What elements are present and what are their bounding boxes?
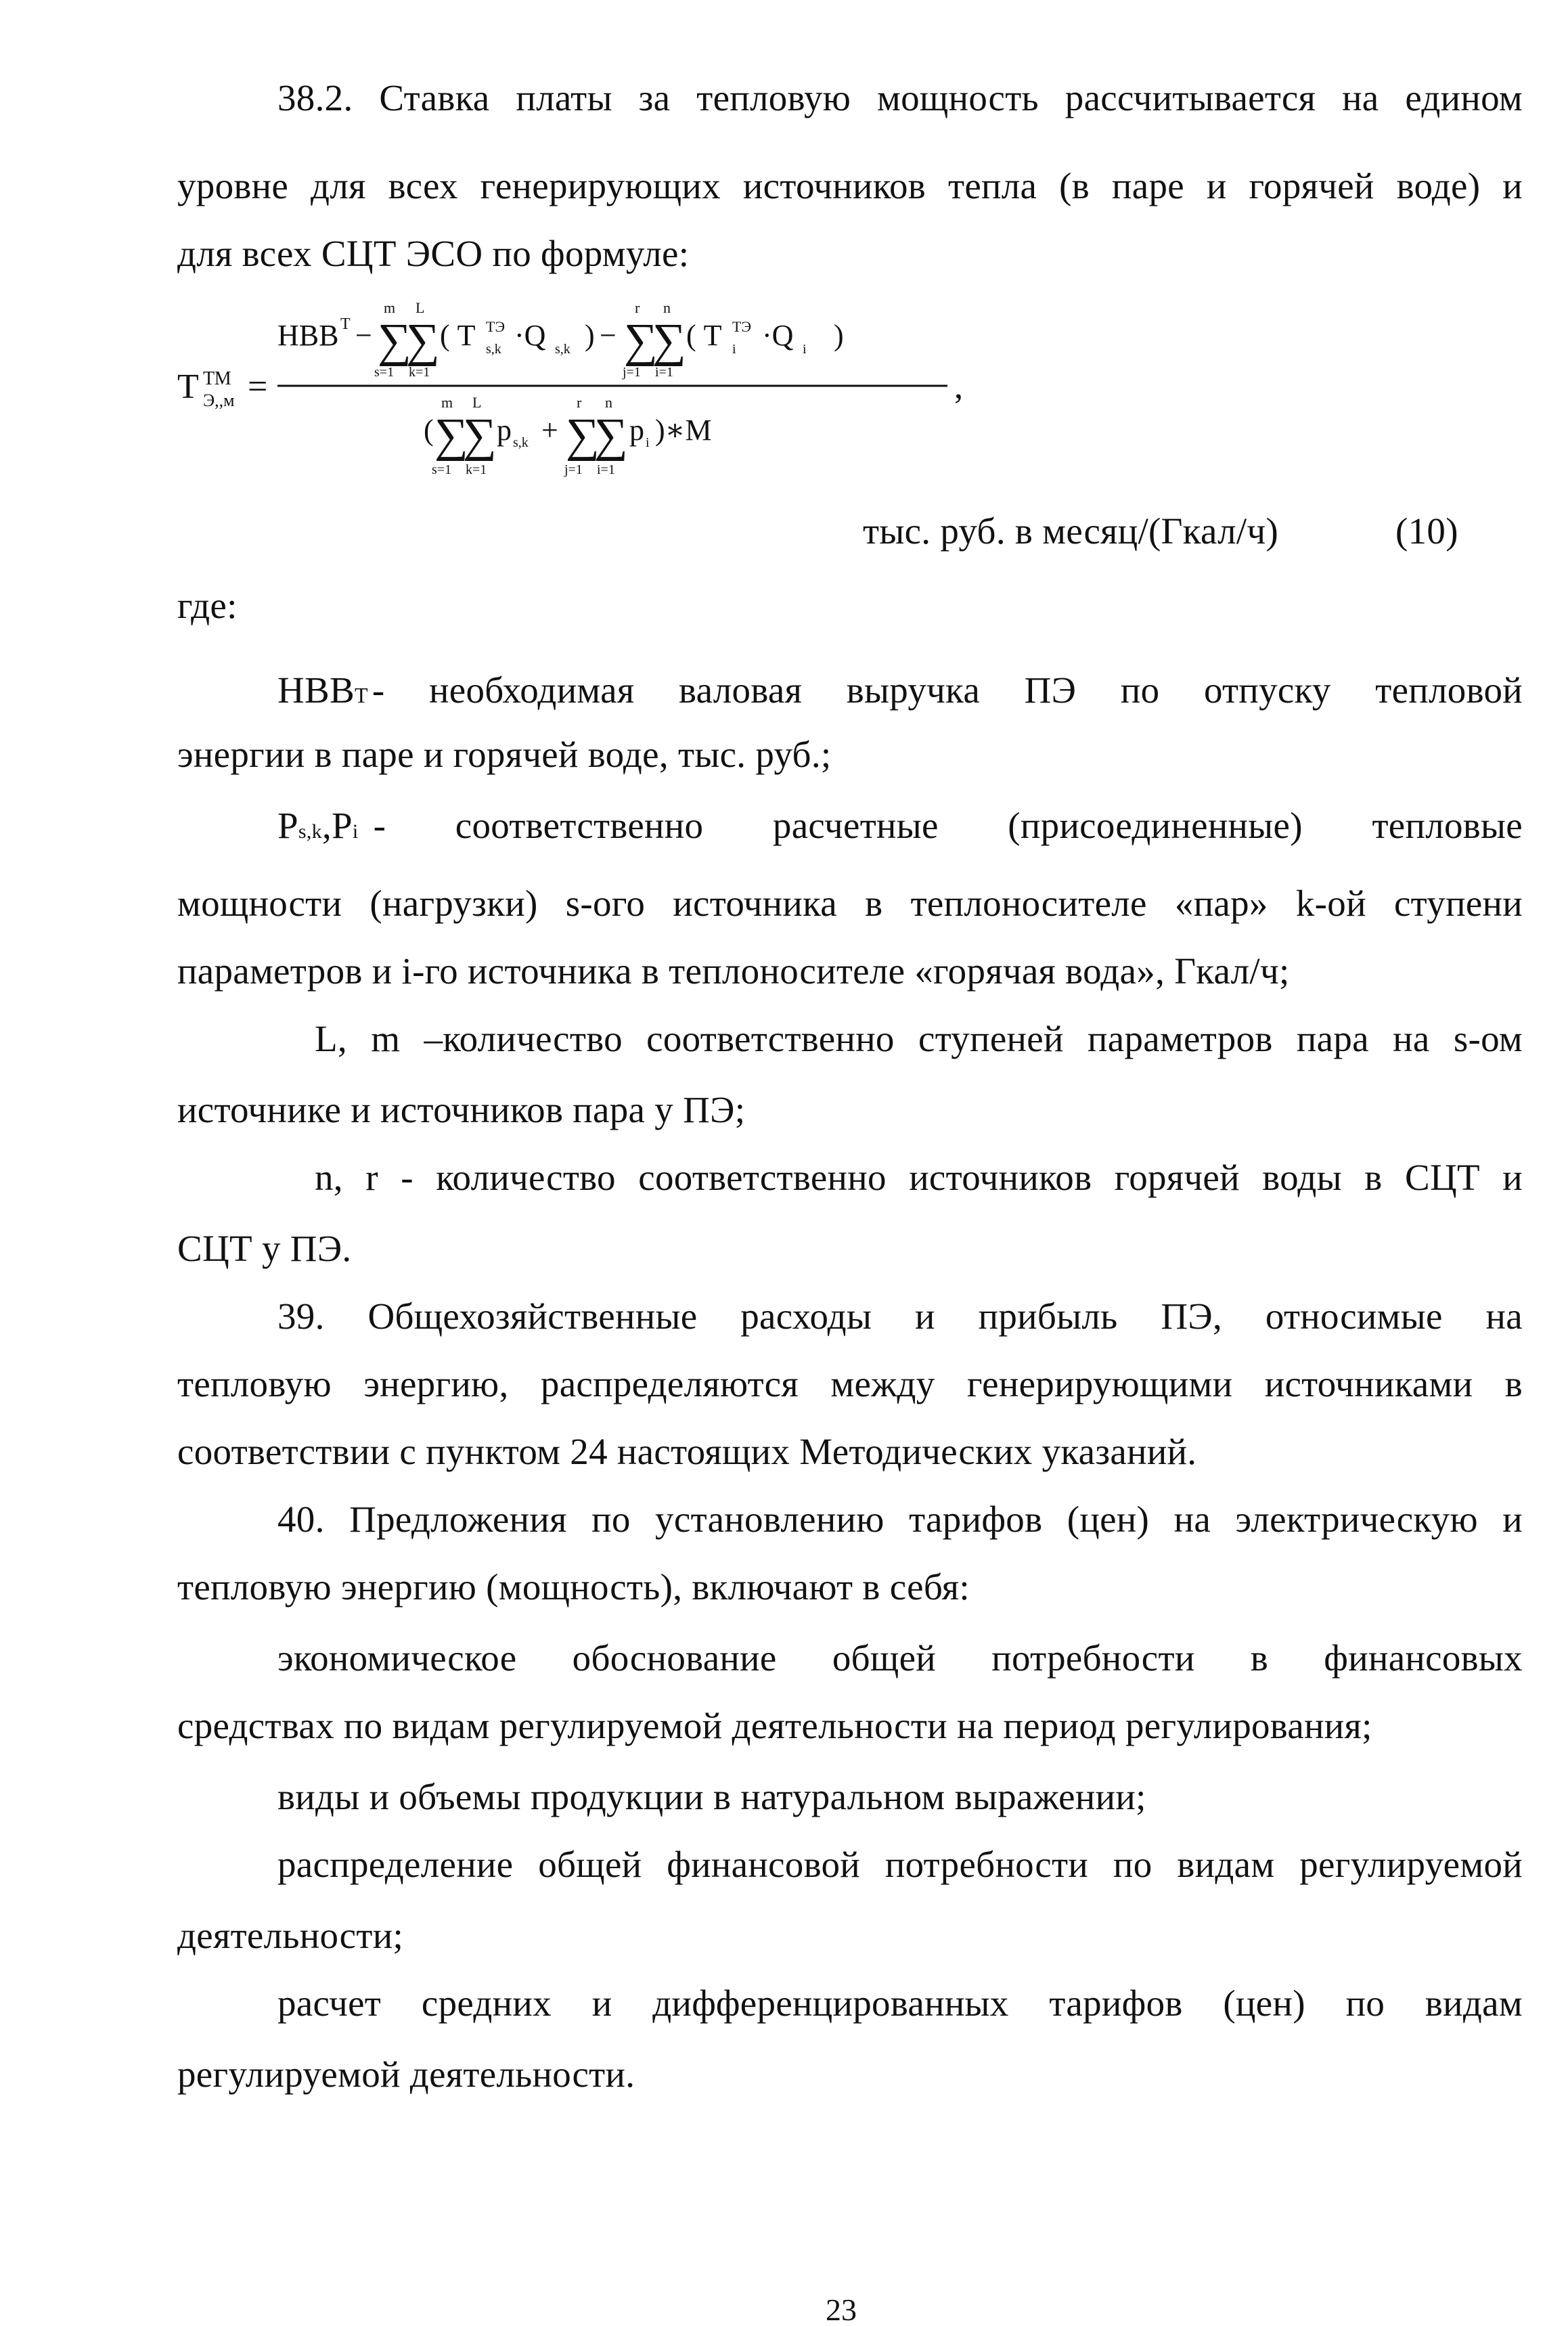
where-label: где: <box>177 585 238 626</box>
section-40-item-1-line-2: средствах по видам регулируемой деятельности на период регулирования; <box>177 1705 1372 1746</box>
def-nvv-line-1 <box>277 667 1523 719</box>
den-sum2-lower-inner: i=1 <box>597 462 615 477</box>
num-sigma-1a: ∑ <box>378 315 411 367</box>
num-term2-close: ) <box>834 319 844 352</box>
num-sigma-2a: ∑ <box>624 315 658 367</box>
formula-lhs-t: Т <box>177 368 199 406</box>
section-40-item-4-line-2: регулируемой деятельности. <box>177 2054 635 2095</box>
num-sum1-upper-inner: L <box>416 299 425 316</box>
den-p1: p <box>497 414 512 447</box>
num-sum2-upper-inner: n <box>663 299 671 316</box>
num-term1-q-sub: s,k <box>555 342 570 357</box>
section-40-item-2: виды и объемы продукции в натуральном выражении; <box>277 1776 1146 1817</box>
den-sum2-upper-inner: n <box>605 394 612 411</box>
def-nvv-symbol: НВВ <box>277 669 355 711</box>
num-sigma-1b: ∑ <box>406 315 440 367</box>
section-39-line-3: соответствии с пунктом 24 настоящих Методических указаний. <box>177 1431 1197 1472</box>
def-lm-line-1: L, m –количество соответственно ступеней параметров пара на s-ом <box>315 1018 1523 1059</box>
num-term2-sup: ТЭ <box>732 318 751 335</box>
formula-10 <box>0 0 1568 541</box>
num-term2: ( Т <box>686 319 722 352</box>
section-40-line-1: 40. Предложения по установлению тарифов (цен) на электрическую и <box>277 1499 1523 1540</box>
num-sum1-lower-inner: k=1 <box>409 365 430 380</box>
den-sigma-1b: ∑ <box>463 409 497 462</box>
num-term1-close: ) <box>585 319 595 352</box>
num-nvv-sup: Т <box>340 315 351 333</box>
den-close: )∗М <box>655 414 712 447</box>
den-sum1-upper-outer: m <box>441 394 453 411</box>
formula-number: (10) <box>1395 510 1458 552</box>
formula-units: тыс. руб. в месяц/(Гкал/ч) <box>863 510 1279 552</box>
num-sigma-2b: ∑ <box>652 315 686 367</box>
def-nvv-line-2: энергии в паре и горячей воде, тыс. руб.; <box>177 734 832 775</box>
section-38-2-line-3: для всех СЦТ ЭСО по формуле: <box>177 233 690 274</box>
num-term2-sub: i <box>732 342 736 357</box>
den-plus: + <box>541 414 558 447</box>
def-nvv-text-1: - необходимая валовая выручка ПЭ по отпуску тепловой <box>372 669 1523 711</box>
num-term2-q-sub: i <box>803 342 807 357</box>
section-40-line-2: тепловую энергию (мощность), включают в себя: <box>177 1566 970 1608</box>
page-number: 23 <box>826 2292 857 2327</box>
num-term1-sup: ТЭ <box>486 318 505 335</box>
formula-lhs-sub: Э,,м <box>203 391 235 410</box>
section-38-2-line-2: уровне для всех генерирующих источников тепла (в паре и горячей воде) и <box>177 165 1523 206</box>
def-p-sub-2: i <box>352 820 359 843</box>
num-sum1-lower-outer: s=1 <box>374 365 395 380</box>
num-sum2-lower-inner: i=1 <box>655 365 673 380</box>
def-p-line-2: мощности (нагрузки) s-ого источника в теплоносителе «пар» k-ой ступени <box>177 883 1523 924</box>
den-sum1-lower-inner: k=1 <box>466 462 487 477</box>
section-39-line-1: 39. Общехозяйственные расходы и прибыль ПЭ, относимые на <box>277 1295 1523 1337</box>
den-sum2-upper-outer: r <box>577 394 582 411</box>
def-nr-line-1: n, r - количество соответственно источников горячей воды в СЦТ и <box>315 1157 1523 1198</box>
section-39-line-2: тепловую энергию, распределяются между генерирующими источниками в <box>177 1363 1523 1404</box>
section-40-item-3-line-1: распределение общей финансовой потребности по видам регулируемой <box>277 1844 1523 1885</box>
def-nr-line-2: СЦТ у ПЭ. <box>177 1228 352 1269</box>
den-sum2-lower-outer: j=1 <box>564 462 583 477</box>
num-term1-sub: s,k <box>486 342 501 357</box>
def-lm-line-2: источнике и источников пара у ПЭ; <box>177 1089 746 1130</box>
formula-comma: , <box>954 368 963 406</box>
den-p1-sub: s,k <box>513 435 529 450</box>
formula-lhs-sup: ТМ <box>203 368 231 389</box>
num-nvv: НВВ <box>277 319 339 352</box>
def-p-symbol: Р <box>277 805 298 846</box>
num-sum2-lower-outer: j=1 <box>623 365 641 380</box>
def-p-line-1 <box>277 802 1523 856</box>
num-minus-2: − <box>600 319 617 352</box>
section-40-item-4-line-1: расчет средних и дифференцированных тарифов (цен) по видам <box>277 1982 1523 2024</box>
section-38-2-line-1: 38.2. Ставка платы за тепловую мощность рассчитывается на едином <box>277 77 1523 118</box>
num-term1: ( Т <box>440 319 476 352</box>
formula-equals: = <box>248 368 268 406</box>
num-term2-q: ·Q <box>762 319 794 352</box>
num-sum1-upper-outer: m <box>384 299 396 316</box>
den-sigma-1a: ∑ <box>434 409 468 462</box>
def-p-text-1: - соответственно расчетные (присоединенные) тепловые <box>373 805 1523 846</box>
den-p2-sub: i <box>646 435 650 450</box>
section-40-item-1-line-1: экономическое обоснование общей потребности в финансовых <box>277 1637 1523 1679</box>
den-open: ( <box>424 414 434 447</box>
def-p-sub-1: s,k <box>298 820 322 843</box>
def-p-line-3: параметров и i-го источника в теплоносителе «горячая вода», Гкал/ч; <box>177 950 1290 992</box>
section-40-item-3-line-2: деятельности; <box>177 1915 404 1956</box>
def-p-comma: ,Р <box>321 805 353 846</box>
num-sum2-upper-outer: r <box>635 299 640 316</box>
num-term1-q: ·Q <box>514 319 546 352</box>
den-sum1-upper-inner: L <box>472 394 482 411</box>
num-minus-1: − <box>355 319 372 352</box>
def-nvv-sup: Т <box>355 683 368 707</box>
den-p2: p <box>629 414 644 447</box>
den-sigma-2b: ∑ <box>594 409 628 462</box>
den-sigma-2a: ∑ <box>566 409 600 462</box>
den-sum1-lower-outer: s=1 <box>432 462 452 477</box>
